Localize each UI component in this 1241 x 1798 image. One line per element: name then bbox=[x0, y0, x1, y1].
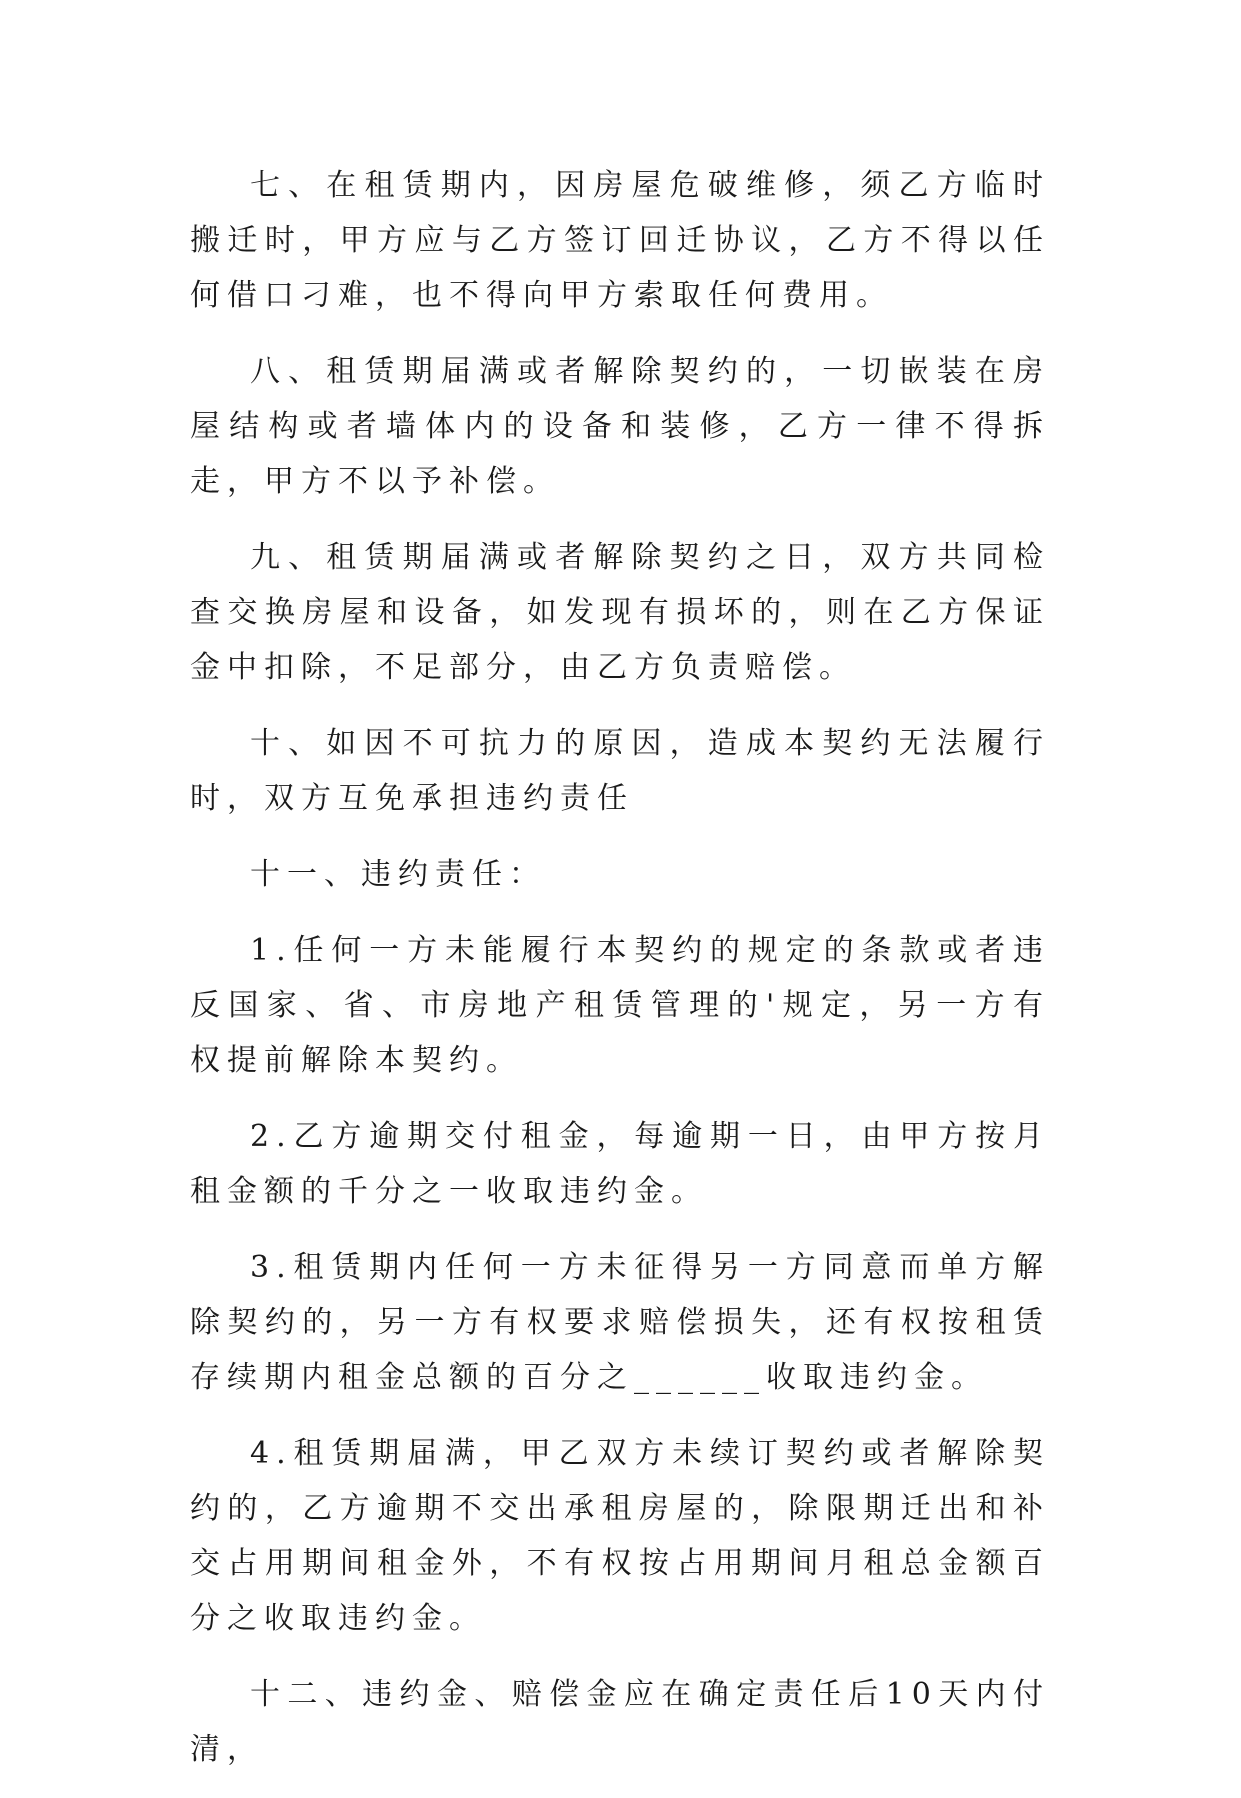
clause-nine: 九、租赁期届满或者解除契约之日，双方共同检查交换房屋和设备，如发现有损坏的，则在乙方保证金中扣除，不足部分，由乙方负责赔偿。 bbox=[190, 540, 1050, 685]
clause-ten: 十、如因不可抗力的原因，造成本契约无法履行时，双方互免承担违约责任 bbox=[190, 726, 1050, 816]
clause-eleven-item-1: 1.任何一方未能履行本契约的规定的条款或者违反国家、省、市房地产租赁管理的'规定，另一方有权提前解除本契约。 bbox=[190, 933, 1050, 1078]
clause-seven: 七、在租赁期内，因房屋危破维修，须乙方临时搬迁时，甲方应与乙方签订回迁协议，乙方不得以任何借口刁难，也不得向甲方索取任何费用。 bbox=[190, 168, 1050, 313]
clause-eleven-item-2: 2.乙方逾期交付租金，每逾期一日，由甲方按月租金额的千分之一收取违约金。 bbox=[190, 1119, 1050, 1209]
clause-twelve: 十二、违约金、赔偿金应在确定责任后10天内付清， bbox=[190, 1677, 1050, 1767]
clause-eleven-item-3: 3.租赁期内任何一方未征得另一方同意而单方解除契约的，另一方有权要求赔偿损失，还有权按租赁存续期内租金总额的百分之______收取违约金。 bbox=[190, 1250, 1050, 1395]
clause-eight: 八、租赁期届满或者解除契约的，一切嵌装在房屋结构或者墙体内的设备和装修，乙方一律不得拆走，甲方不以予补偿。 bbox=[190, 354, 1050, 499]
clause-eleven-heading: 十一、违约责任： bbox=[250, 857, 546, 892]
document-body bbox=[190, 158, 1050, 1798]
clause-eleven-item-4: 4.租赁期届满，甲乙双方未续订契约或者解除契约的，乙方逾期不交出承租房屋的，除限期迁出和补交占用期间租金外，不有权按占用期间月租总金额百分之收取违约金。 bbox=[190, 1436, 1050, 1636]
